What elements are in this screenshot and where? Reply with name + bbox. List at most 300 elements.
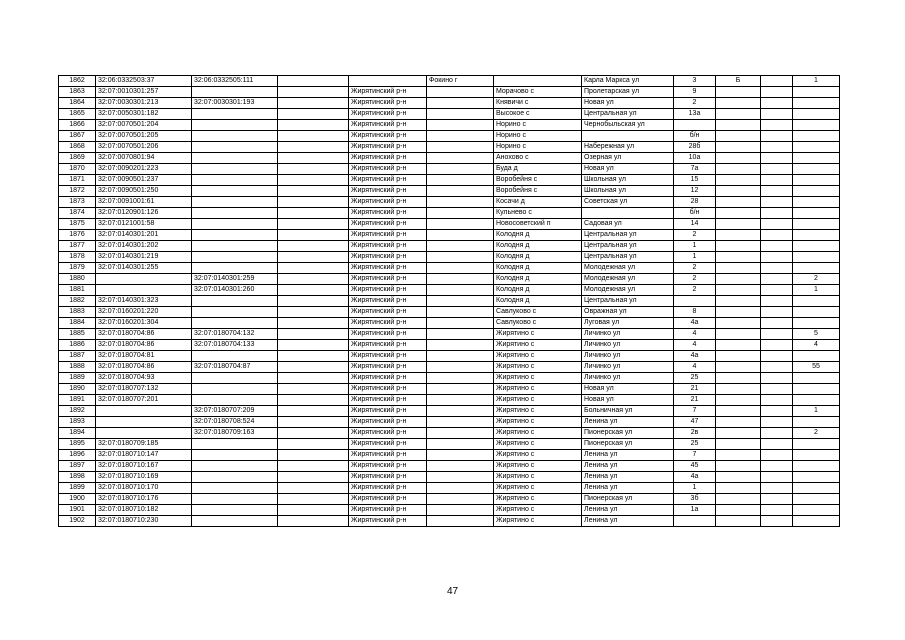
building-letter-cell: Б <box>716 76 761 87</box>
apartment-number-cell: 5 <box>793 329 840 340</box>
city-cell <box>427 439 494 450</box>
house-number-cell: 2 <box>674 263 716 274</box>
locality-cell: Жирятино с <box>494 373 582 384</box>
room-cadastral-number-cell: 32:07:0180709:163 <box>192 428 278 439</box>
table-row <box>59 208 840 219</box>
empty-cell <box>761 285 793 296</box>
district-cell: Жирятинский р-н <box>349 153 427 164</box>
table-row <box>59 87 840 98</box>
empty-cell <box>761 417 793 428</box>
locality-cell: Жирятино с <box>494 329 582 340</box>
empty-cell <box>761 142 793 153</box>
building-letter-cell <box>716 406 761 417</box>
room-cadastral-number-cell: 32:07:0030301:193 <box>192 98 278 109</box>
locality-cell: Жирятино с <box>494 483 582 494</box>
district-cell: Жирятинский р-н <box>349 230 427 241</box>
table-row <box>59 450 840 461</box>
empty-cell <box>278 307 349 318</box>
row-number-cell: 1892 <box>59 406 96 417</box>
building-letter-cell <box>716 197 761 208</box>
room-cadastral-number-cell <box>192 505 278 516</box>
district-cell: Жирятинский р-н <box>349 164 427 175</box>
table-row <box>59 109 840 120</box>
street-cell: Центральная ул <box>582 109 674 120</box>
locality-cell: Косачи д <box>494 197 582 208</box>
empty-cell <box>761 274 793 285</box>
district-cell: Жирятинский р-н <box>349 87 427 98</box>
district-cell: Жирятинский р-н <box>349 461 427 472</box>
locality-cell: Жирятино с <box>494 362 582 373</box>
building-letter-cell <box>716 219 761 230</box>
table-row <box>59 241 840 252</box>
row-number-cell: 1878 <box>59 252 96 263</box>
street-cell: Новая ул <box>582 98 674 109</box>
street-cell: Ленина ул <box>582 450 674 461</box>
locality-cell: Жирятино с <box>494 384 582 395</box>
empty-cell <box>278 186 349 197</box>
cadastral-number-cell: 32:07:0090201:223 <box>96 164 192 175</box>
house-number-cell: 7 <box>674 450 716 461</box>
city-cell <box>427 362 494 373</box>
city-cell <box>427 417 494 428</box>
table-row <box>59 461 840 472</box>
table-row <box>59 153 840 164</box>
empty-cell <box>278 285 349 296</box>
locality-cell: Жирятино с <box>494 351 582 362</box>
cadastral-number-cell: 32:07:0180704:86 <box>96 340 192 351</box>
room-cadastral-number-cell <box>192 296 278 307</box>
room-cadastral-number-cell <box>192 494 278 505</box>
row-number-cell: 1867 <box>59 131 96 142</box>
street-cell: Центральная ул <box>582 241 674 252</box>
cadastral-number-cell: 32:07:0090501:237 <box>96 175 192 186</box>
row-number-cell: 1866 <box>59 120 96 131</box>
apartment-number-cell <box>793 296 840 307</box>
house-number-cell: 21 <box>674 395 716 406</box>
empty-cell <box>278 274 349 285</box>
row-number-cell: 1868 <box>59 142 96 153</box>
city-cell <box>427 450 494 461</box>
apartment-number-cell <box>793 131 840 142</box>
apartment-number-cell <box>793 164 840 175</box>
empty-cell <box>278 263 349 274</box>
city-cell <box>427 230 494 241</box>
building-letter-cell <box>716 153 761 164</box>
building-letter-cell <box>716 516 761 527</box>
empty-cell <box>278 329 349 340</box>
city-cell <box>427 120 494 131</box>
district-cell: Жирятинский р-н <box>349 296 427 307</box>
city-cell <box>427 109 494 120</box>
empty-cell <box>278 153 349 164</box>
empty-cell <box>761 252 793 263</box>
house-number-cell: б/н <box>674 208 716 219</box>
apartment-number-cell <box>793 318 840 329</box>
empty-cell <box>278 197 349 208</box>
street-cell: Школьная ул <box>582 175 674 186</box>
building-letter-cell <box>716 120 761 131</box>
empty-cell <box>761 494 793 505</box>
locality-cell: Норино с <box>494 120 582 131</box>
table-row <box>59 98 840 109</box>
building-letter-cell <box>716 395 761 406</box>
cadastral-number-cell <box>96 406 192 417</box>
apartment-number-cell <box>793 439 840 450</box>
empty-cell <box>278 142 349 153</box>
building-letter-cell <box>716 461 761 472</box>
cadastral-number-cell: 32:07:0140301:201 <box>96 230 192 241</box>
district-cell: Жирятинский р-н <box>349 450 427 461</box>
empty-cell <box>278 98 349 109</box>
locality-cell: Высокое с <box>494 109 582 120</box>
city-cell <box>427 329 494 340</box>
empty-cell <box>761 186 793 197</box>
locality-cell: Колодня д <box>494 230 582 241</box>
cadastral-number-cell: 32:07:0180710:230 <box>96 516 192 527</box>
empty-cell <box>761 472 793 483</box>
city-cell <box>427 252 494 263</box>
table-row <box>59 362 840 373</box>
city-cell <box>427 505 494 516</box>
table-row <box>59 142 840 153</box>
empty-cell <box>278 340 349 351</box>
street-cell: Советская ул <box>582 197 674 208</box>
city-cell <box>427 274 494 285</box>
apartment-number-cell <box>793 417 840 428</box>
city-cell <box>427 483 494 494</box>
empty-cell <box>278 230 349 241</box>
building-letter-cell <box>716 494 761 505</box>
row-number-cell: 1873 <box>59 197 96 208</box>
table-row <box>59 252 840 263</box>
table-row <box>59 472 840 483</box>
empty-cell <box>761 230 793 241</box>
apartment-number-cell <box>793 186 840 197</box>
district-cell: Жирятинский р-н <box>349 186 427 197</box>
locality-cell: Княвичи с <box>494 98 582 109</box>
row-number-cell: 1864 <box>59 98 96 109</box>
city-cell <box>427 351 494 362</box>
city-cell <box>427 241 494 252</box>
house-number-cell: 4 <box>674 362 716 373</box>
room-cadastral-number-cell: 32:07:0180708:524 <box>192 417 278 428</box>
building-letter-cell <box>716 439 761 450</box>
locality-cell: Колодня д <box>494 296 582 307</box>
building-letter-cell <box>716 274 761 285</box>
row-number-cell: 1886 <box>59 340 96 351</box>
cadastral-number-cell <box>96 428 192 439</box>
locality-cell: Морачово с <box>494 87 582 98</box>
district-cell: Жирятинский р-н <box>349 131 427 142</box>
room-cadastral-number-cell <box>192 142 278 153</box>
empty-cell <box>278 351 349 362</box>
building-letter-cell <box>716 340 761 351</box>
apartment-number-cell <box>793 307 840 318</box>
district-cell <box>349 76 427 87</box>
empty-cell <box>278 164 349 175</box>
cadastral-number-cell: 32:07:0070501:205 <box>96 131 192 142</box>
district-cell: Жирятинский р-н <box>349 241 427 252</box>
cadastral-number-cell: 32:07:0140301:202 <box>96 241 192 252</box>
city-cell <box>427 197 494 208</box>
table-row <box>59 406 840 417</box>
empty-cell <box>761 153 793 164</box>
street-cell: Пионерская ул <box>582 494 674 505</box>
district-cell: Жирятинский р-н <box>349 285 427 296</box>
row-number-cell: 1879 <box>59 263 96 274</box>
house-number-cell: 4 <box>674 329 716 340</box>
building-letter-cell <box>716 142 761 153</box>
house-number-cell: 28 <box>674 197 716 208</box>
cadastral-number-cell: 32:07:0180710:147 <box>96 450 192 461</box>
apartment-number-cell <box>793 98 840 109</box>
cadastral-number-cell: 32:07:0180710:176 <box>96 494 192 505</box>
property-register-table <box>58 75 840 527</box>
row-number-cell: 1883 <box>59 307 96 318</box>
room-cadastral-number-cell <box>192 252 278 263</box>
apartment-number-cell <box>793 494 840 505</box>
district-cell: Жирятинский р-н <box>349 263 427 274</box>
house-number-cell: 7а <box>674 164 716 175</box>
row-number-cell: 1874 <box>59 208 96 219</box>
house-number-cell: 15 <box>674 175 716 186</box>
building-letter-cell <box>716 351 761 362</box>
empty-cell <box>761 219 793 230</box>
city-cell <box>427 98 494 109</box>
street-cell: Карла Маркса ул <box>582 76 674 87</box>
table-row <box>59 483 840 494</box>
row-number-cell: 1884 <box>59 318 96 329</box>
row-number-cell: 1894 <box>59 428 96 439</box>
building-letter-cell <box>716 208 761 219</box>
street-cell: Больничная ул <box>582 406 674 417</box>
apartment-number-cell: 1 <box>793 285 840 296</box>
street-cell: Школьная ул <box>582 186 674 197</box>
locality-cell: Колодня д <box>494 285 582 296</box>
locality-cell: Жирятино с <box>494 505 582 516</box>
row-number-cell: 1862 <box>59 76 96 87</box>
empty-cell <box>278 428 349 439</box>
building-letter-cell <box>716 98 761 109</box>
empty-cell <box>761 263 793 274</box>
empty-cell <box>278 208 349 219</box>
table-row <box>59 329 840 340</box>
table-row <box>59 340 840 351</box>
room-cadastral-number-cell <box>192 230 278 241</box>
row-number-cell: 1882 <box>59 296 96 307</box>
empty-cell <box>761 109 793 120</box>
apartment-number-cell <box>793 516 840 527</box>
district-cell: Жирятинский р-н <box>349 109 427 120</box>
house-number-cell <box>674 296 716 307</box>
table-row <box>59 417 840 428</box>
street-cell: Новая ул <box>582 395 674 406</box>
district-cell: Жирятинский р-н <box>349 175 427 186</box>
empty-cell <box>278 362 349 373</box>
row-number-cell: 1869 <box>59 153 96 164</box>
empty-cell <box>761 384 793 395</box>
locality-cell: Жирятино с <box>494 450 582 461</box>
district-cell: Жирятинский р-н <box>349 98 427 109</box>
cadastral-number-cell: 32:07:0070501:204 <box>96 120 192 131</box>
empty-cell <box>761 87 793 98</box>
apartment-number-cell <box>793 505 840 516</box>
table-row <box>59 285 840 296</box>
cadastral-number-cell: 32:07:0121001:58 <box>96 219 192 230</box>
empty-cell <box>278 395 349 406</box>
street-cell: Центральная ул <box>582 230 674 241</box>
cadastral-number-cell <box>96 274 192 285</box>
room-cadastral-number-cell: 32:06:0332505:111 <box>192 76 278 87</box>
district-cell: Жирятинский р-н <box>349 516 427 527</box>
row-number-cell: 1870 <box>59 164 96 175</box>
row-number-cell: 1885 <box>59 329 96 340</box>
street-cell: Личинко ул <box>582 340 674 351</box>
row-number-cell: 1893 <box>59 417 96 428</box>
row-number-cell: 1871 <box>59 175 96 186</box>
empty-cell <box>278 120 349 131</box>
street-cell: Ленина ул <box>582 472 674 483</box>
house-number-cell: 1 <box>674 241 716 252</box>
district-cell: Жирятинский р-н <box>349 318 427 329</box>
cadastral-number-cell: 32:07:0180710:182 <box>96 505 192 516</box>
empty-cell <box>278 76 349 87</box>
street-cell: Молодежная ул <box>582 285 674 296</box>
street-cell: Личинко ул <box>582 329 674 340</box>
empty-cell <box>761 131 793 142</box>
locality-cell: Жирятино с <box>494 340 582 351</box>
street-cell: Пионерская ул <box>582 428 674 439</box>
district-cell: Жирятинский р-н <box>349 351 427 362</box>
room-cadastral-number-cell <box>192 395 278 406</box>
apartment-number-cell: 1 <box>793 406 840 417</box>
cadastral-number-cell: 32:07:0180704:81 <box>96 351 192 362</box>
table-row <box>59 373 840 384</box>
street-cell: Молодежная ул <box>582 263 674 274</box>
cadastral-number-cell: 32:07:0120901:126 <box>96 208 192 219</box>
table-row <box>59 384 840 395</box>
street-cell: Ленина ул <box>582 461 674 472</box>
apartment-number-cell: 2 <box>793 274 840 285</box>
apartment-number-cell <box>793 241 840 252</box>
city-cell <box>427 428 494 439</box>
locality-cell: Жирятино с <box>494 461 582 472</box>
apartment-number-cell <box>793 197 840 208</box>
house-number-cell: 2 <box>674 274 716 285</box>
row-number-cell: 1895 <box>59 439 96 450</box>
room-cadastral-number-cell <box>192 439 278 450</box>
empty-cell <box>278 252 349 263</box>
district-cell: Жирятинский р-н <box>349 428 427 439</box>
locality-cell: Норино с <box>494 131 582 142</box>
house-number-cell: 25 <box>674 439 716 450</box>
table-row <box>59 307 840 318</box>
building-letter-cell <box>716 296 761 307</box>
street-cell: Овражная ул <box>582 307 674 318</box>
empty-cell <box>278 494 349 505</box>
table-row <box>59 230 840 241</box>
empty-cell <box>761 175 793 186</box>
table-row <box>59 395 840 406</box>
cadastral-number-cell: 32:07:0180704:86 <box>96 329 192 340</box>
building-letter-cell <box>716 241 761 252</box>
room-cadastral-number-cell: 32:07:0140301:260 <box>192 285 278 296</box>
empty-cell <box>278 439 349 450</box>
empty-cell <box>278 417 349 428</box>
street-cell: Молодежная ул <box>582 274 674 285</box>
empty-cell <box>761 395 793 406</box>
room-cadastral-number-cell <box>192 109 278 120</box>
room-cadastral-number-cell <box>192 175 278 186</box>
locality-cell: Колодня д <box>494 274 582 285</box>
city-cell <box>427 142 494 153</box>
locality-cell: Савлуково с <box>494 318 582 329</box>
row-number-cell: 1897 <box>59 461 96 472</box>
building-letter-cell <box>716 164 761 175</box>
empty-cell <box>761 241 793 252</box>
table-body <box>59 76 840 527</box>
empty-cell <box>761 362 793 373</box>
street-cell: Чернобыльская ул <box>582 120 674 131</box>
house-number-cell: 1 <box>674 483 716 494</box>
room-cadastral-number-cell: 32:07:0180707:209 <box>192 406 278 417</box>
room-cadastral-number-cell <box>192 87 278 98</box>
district-cell: Жирятинский р-н <box>349 384 427 395</box>
room-cadastral-number-cell <box>192 208 278 219</box>
city-cell <box>427 219 494 230</box>
street-cell: Новая ул <box>582 384 674 395</box>
empty-cell <box>761 373 793 384</box>
house-number-cell: 10а <box>674 153 716 164</box>
building-letter-cell <box>716 307 761 318</box>
city-cell <box>427 208 494 219</box>
city-cell <box>427 516 494 527</box>
house-number-cell: 4а <box>674 472 716 483</box>
district-cell: Жирятинский р-н <box>349 142 427 153</box>
table-row <box>59 164 840 175</box>
empty-cell <box>278 461 349 472</box>
cadastral-number-cell: 32:07:0180704:86 <box>96 362 192 373</box>
building-letter-cell <box>716 428 761 439</box>
building-letter-cell <box>716 186 761 197</box>
locality-cell: Буда д <box>494 164 582 175</box>
street-cell: Луговая ул <box>582 318 674 329</box>
row-number-cell: 1891 <box>59 395 96 406</box>
room-cadastral-number-cell <box>192 450 278 461</box>
room-cadastral-number-cell <box>192 241 278 252</box>
cadastral-number-cell: 32:07:0160201:304 <box>96 318 192 329</box>
city-cell <box>427 175 494 186</box>
empty-cell <box>761 505 793 516</box>
row-number-cell: 1872 <box>59 186 96 197</box>
apartment-number-cell: 4 <box>793 340 840 351</box>
house-number-cell: 2в <box>674 428 716 439</box>
cadastral-number-cell <box>96 417 192 428</box>
locality-cell: Колодня д <box>494 263 582 274</box>
apartment-number-cell <box>793 373 840 384</box>
empty-cell <box>278 505 349 516</box>
empty-cell <box>761 307 793 318</box>
row-number-cell: 1887 <box>59 351 96 362</box>
house-number-cell: 2 <box>674 98 716 109</box>
empty-cell <box>761 318 793 329</box>
cadastral-number-cell: 32:06:0332503:37 <box>96 76 192 87</box>
city-cell <box>427 395 494 406</box>
locality-cell: Норино с <box>494 142 582 153</box>
table-row <box>59 120 840 131</box>
house-number-cell: 14 <box>674 219 716 230</box>
row-number-cell: 1899 <box>59 483 96 494</box>
